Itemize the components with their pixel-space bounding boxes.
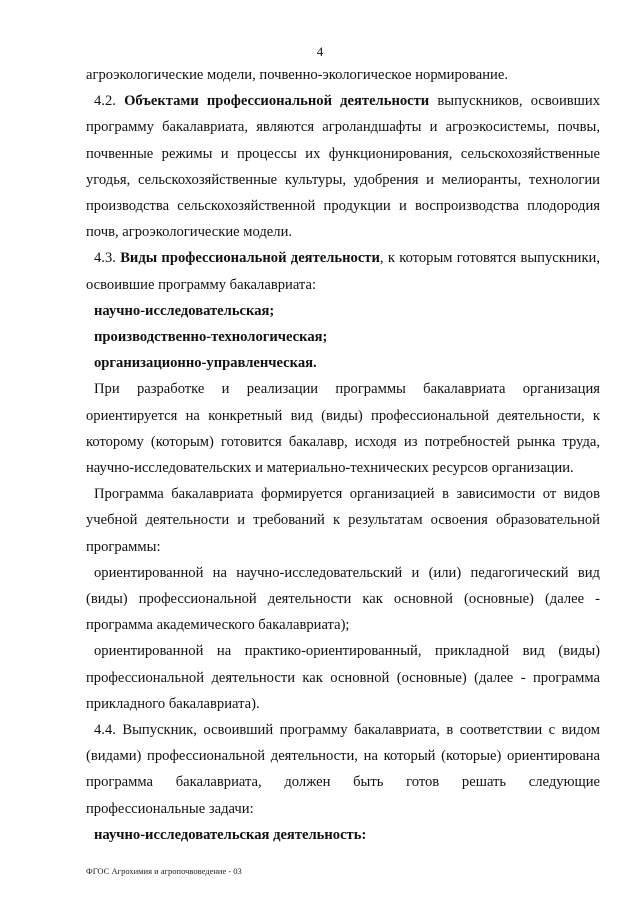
paragraph-intro: агроэкологические модели, почвенно-экологическое нормирование. [86, 67, 508, 83]
term-objects: Объектами профессиональной деятельности [124, 93, 430, 110]
term-activity-types: Виды профессиональной деятельности [120, 250, 380, 267]
document-body [86, 62, 600, 848]
paragraph-academic: ориентированной на научно-исследовательский и (или) педагогический вид (виды) профессиональной деятельности как основной (основные) (далее - программа академического бакалавриата); [86, 564, 600, 634]
paragraph-4-3 [86, 245, 600, 297]
paragraph-4-2-text: выпускников, освоивших программу бакалавриата, являются агроландшафты и агроэкосистемы, почвы, почвенные режимы и процессы их функционирования, сельскохозяйственные угодья, сельскохозяйственные культуры, удобрения и мелиоранты, технологии производства сельскохозяйственной продукции и воспроизводства плодородия почв, агроэкологические модели. [86, 93, 600, 241]
paragraph-program-formation: Программа бакалавриата формируется организацией в зависимости от видов учебной деятельности и требований к результатам освоения образовательной программы: [86, 486, 600, 555]
paragraph-development: При разработке и реализации программы бакалавриата организация ориентируется на конкретный вид (виды) профессиональной деятельности, к которому (которым) готовится бакалавр, исходя из потребностей рынка труда, научно-исследовательских и материально-технических ресурсов организации. [86, 381, 600, 477]
list-item-management: организационно-управленческая. [94, 355, 317, 372]
paragraph-4-3-text: , к которым готовятся выпускники, освоившие программу бакалавриата: [86, 250, 601, 293]
paragraph-4-4: 4.4. Выпускник, освоивший программу бакалавриата, в соответствии с видом (видами) профессиональной деятельности, на который (которые) ориентирована программа бакалавриата, должен быть готов решать следующие профессиональные задачи: [86, 722, 600, 817]
paragraph-applied: ориентированной на практико-ориентированный, прикладной вид (виды) профессиональной деятельности как основной (основные) (далее - программа прикладного бакалавриата). [86, 643, 600, 712]
page-footer: ФГОС Агрохимия и агропочвоведение - 03 [86, 866, 242, 876]
list-item-research: научно-исследовательская; [94, 302, 275, 319]
section-number-4-3: 4.3. [94, 250, 121, 267]
paragraph-4-2 [86, 88, 600, 245]
list-item-production: производственно-технологическая; [94, 329, 328, 346]
subheading-research: научно-исследовательская деятельность: [94, 826, 367, 843]
section-number-4-2: 4.2. [94, 93, 125, 110]
page-number: 4 [316, 44, 324, 59]
